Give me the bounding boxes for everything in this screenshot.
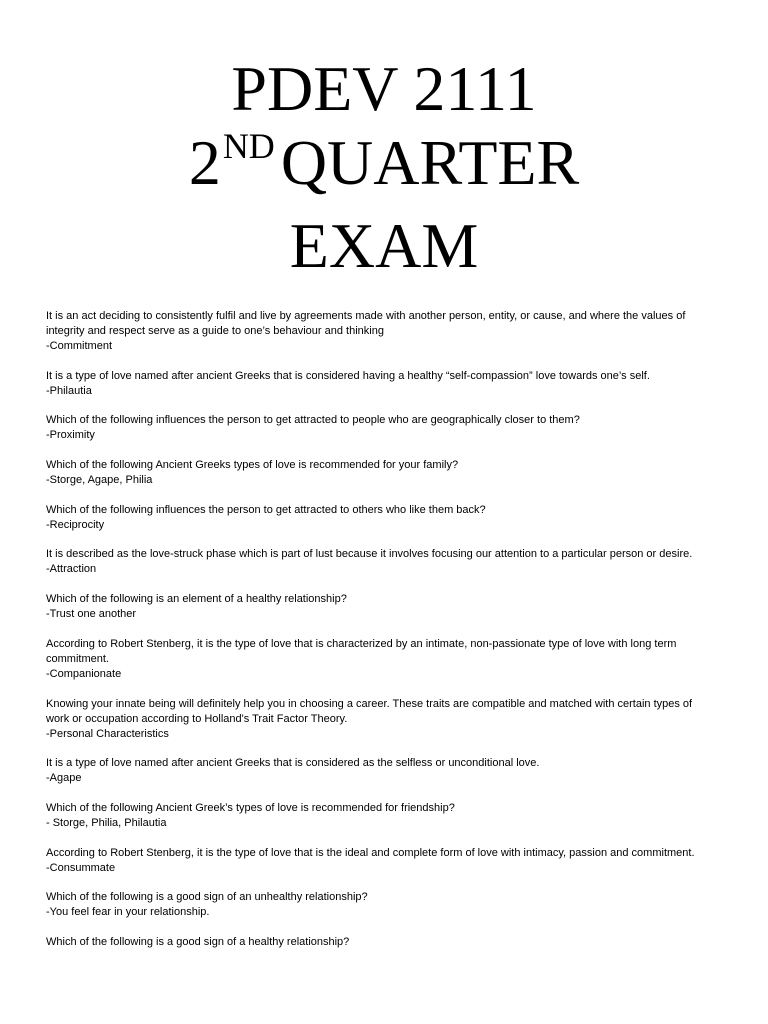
answer-text: -Companionate: [46, 667, 122, 680]
title-ordinal-suffix: ND: [222, 126, 275, 166]
question-text: Which of the following Ancient Greek’s types of love is recommended for friendship?: [46, 801, 455, 814]
answer-text: -Trust one another: [46, 608, 137, 621]
qa-item: [46, 592, 716, 622]
title-line-2: [0, 126, 768, 209]
question-text: It is a type of love named after ancient Greeks that is considered having a healthy “self-compassion” love towards one’s self.: [46, 369, 650, 382]
question-text: Knowing your innate being will definitely help you in choosing a career. These traits are compatible and matched with certain types of work or occupation according to Holland's Trait Factor Theory.: [46, 697, 693, 725]
answer-text: -Reciprocity: [46, 518, 105, 531]
question-text: Which of the following is a good sign of a healthy relationship?: [46, 935, 350, 948]
question-text: Which of the following influences the person to get attracted to others who like them back?: [46, 503, 486, 516]
qa-item: [46, 309, 716, 354]
title-line-1: PDEV 2111: [231, 53, 537, 124]
answer-text: -Commitment: [46, 340, 113, 352]
title-line-3: EXAM: [289, 210, 479, 281]
qa-item: [46, 369, 716, 399]
question-text: According to Robert Stenberg, it is the type of love that is the ideal and complete form of love with intimacy, passion and commitment.: [46, 846, 695, 859]
answer-text: -Storge, Agape, Philia: [46, 474, 153, 487]
question-text: Which of the following is an element of a healthy relationship?: [46, 593, 347, 606]
question-text: Which of the following influences the person to get attracted to people who are geographically closer to them?: [46, 414, 580, 427]
qa-item: [46, 697, 716, 742]
question-text: It is a type of love named after ancient Greeks that is considered as the selfless or unconditional love.: [46, 757, 540, 770]
answer-text: -Personal Characteristics: [46, 727, 169, 740]
title-quarter-word: QUARTER: [280, 127, 580, 198]
qa-item: [46, 413, 716, 443]
question-text: Which of the following Ancient Greeks types of love is recommended for your family?: [46, 459, 459, 472]
qa-item: [46, 846, 716, 876]
answer-text: -You feel fear in your relationship.: [46, 906, 210, 919]
qa-item: [46, 637, 716, 682]
question-text: Which of the following is a good sign of an unhealthy relationship?: [46, 891, 368, 904]
exam-title: [0, 52, 768, 283]
question-list: [46, 309, 716, 965]
qa-item: [46, 935, 716, 950]
qa-item: [46, 756, 716, 786]
qa-item: [46, 547, 716, 577]
answer-text: -Proximity: [46, 429, 95, 442]
answer-text: - Storge, Philia, Philautia: [46, 816, 167, 829]
qa-item: [46, 458, 716, 488]
qa-item: [46, 801, 716, 831]
answer-text: -Agape: [46, 772, 82, 785]
answer-text: -Attraction: [46, 563, 97, 576]
answer-text: -Consummate: [46, 861, 116, 874]
answer-text: -Philautia: [46, 384, 92, 397]
question-text: It is an act deciding to consistently fulfil and live by agreements made with another person, entity, or cause, and where the values of integrity and respect serve as a guide to one’s behaviour and thinking: [46, 310, 686, 337]
qa-item: [46, 890, 716, 920]
question-text: According to Robert Stenberg, it is the type of love that is characterized by an intimate, non-passionate type of love with long term commitment.: [46, 637, 677, 665]
question-text: It is described as the love-struck phase which is part of lust because it involves focusing our attention to a particular person or desire.: [46, 548, 693, 561]
title-quarter-number: 2: [188, 127, 221, 198]
qa-item: [46, 503, 716, 533]
